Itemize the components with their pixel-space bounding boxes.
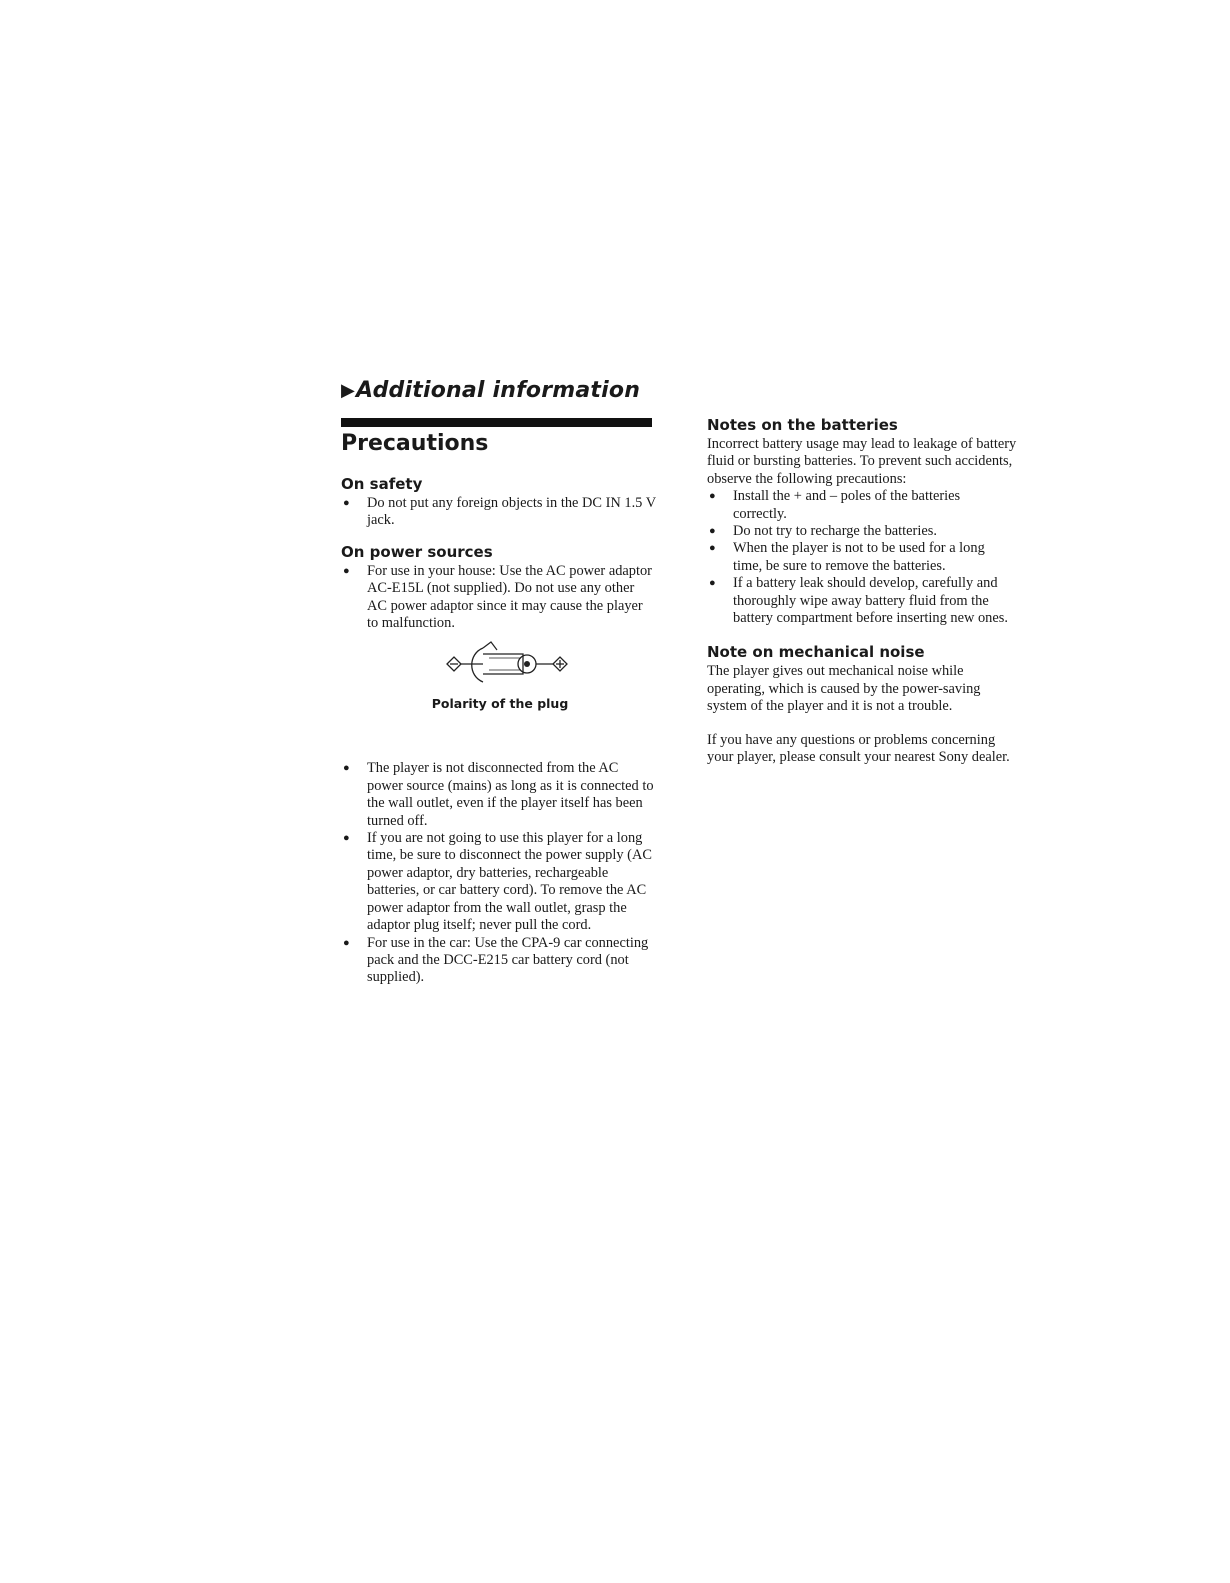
bullet-icon: ● <box>343 564 350 577</box>
power-heading: On power sources <box>341 542 493 561</box>
bullet-icon: ● <box>709 490 716 503</box>
list-item: ● When the player is not to be used for a long time, be sure to remove the batteries. <box>709 540 985 574</box>
figure-caption: Polarity of the plug <box>431 696 569 712</box>
title-rule <box>341 418 652 427</box>
noise-heading: Note on mechanical noise <box>707 643 925 662</box>
closing-text: If you have any questions or problems concerning your player, please consult your nearest Sony dealer. <box>707 731 1010 766</box>
safety-list <box>341 495 656 530</box>
bullet-icon: ● <box>343 832 350 845</box>
batteries-intro: Incorrect battery usage may lead to leakage of battery fluid or bursting batteries. To prevent such accidents, observe the following precautions: <box>707 436 1017 487</box>
list-item: ● Do not put any foreign objects in the DC IN 1.5 V jack. <box>343 495 656 529</box>
batteries-heading: Notes on the batteries <box>707 416 898 434</box>
list-item: ● If you are not going to use this player for a long time, be sure to disconnect the power supply (AC power adaptor, dry batteries, rechargeable batteries, or car battery cord). To remove the AC power adaptor from the wall outlet, grasp the adaptor plug itself; never pull the cord. <box>343 830 652 934</box>
plug-polarity-figure <box>341 632 656 732</box>
bullet-icon: ● <box>709 542 716 555</box>
bullet-icon: ● <box>709 577 716 590</box>
power-list-b <box>341 760 656 986</box>
list-item: ● Install the + and – poles of the batteries correctly. <box>709 488 961 522</box>
bullet-icon: ● <box>709 525 716 538</box>
left-column <box>341 475 656 987</box>
list-item: ● For use in your house: Use the AC power adaptor AC-E15L (not supplied). Do not use any other AC power adaptor since it may cause the player to malfunction. <box>343 562 652 632</box>
batteries-list <box>707 488 1017 627</box>
bullet-icon: ● <box>343 497 350 509</box>
right-column <box>707 416 1017 767</box>
list-item: ● Do not try to recharge the batteries. <box>709 523 937 540</box>
power-list-a <box>341 563 656 633</box>
bullet-icon: ● <box>343 936 350 949</box>
list-item: ● If a battery leak should develop, carefully and thoroughly wipe away battery fluid from the battery compartment before inserting new ones. <box>709 575 1008 627</box>
safety-heading: On safety <box>341 475 423 493</box>
triangle-right-icon: ▶ <box>341 380 356 401</box>
list-item: ● The player is not disconnected from the AC power source (mains) as long as it is connected to the wall outlet, even if the player itself has been turned off. <box>343 760 654 829</box>
page-title: Precautions <box>341 431 489 456</box>
section-header <box>341 378 640 403</box>
bullet-icon: ● <box>343 762 350 775</box>
plug-polarity-icon <box>443 638 573 690</box>
section-header-text: Additional information <box>356 378 641 403</box>
noise-text: The player gives out mechanical noise while operating, which is caused by the power-saving system of the player and it is not a trouble. <box>707 663 981 715</box>
list-item: ● For use in the car: Use the CPA-9 car connecting pack and the DCC-E215 car battery cord (not supplied). <box>343 934 649 986</box>
